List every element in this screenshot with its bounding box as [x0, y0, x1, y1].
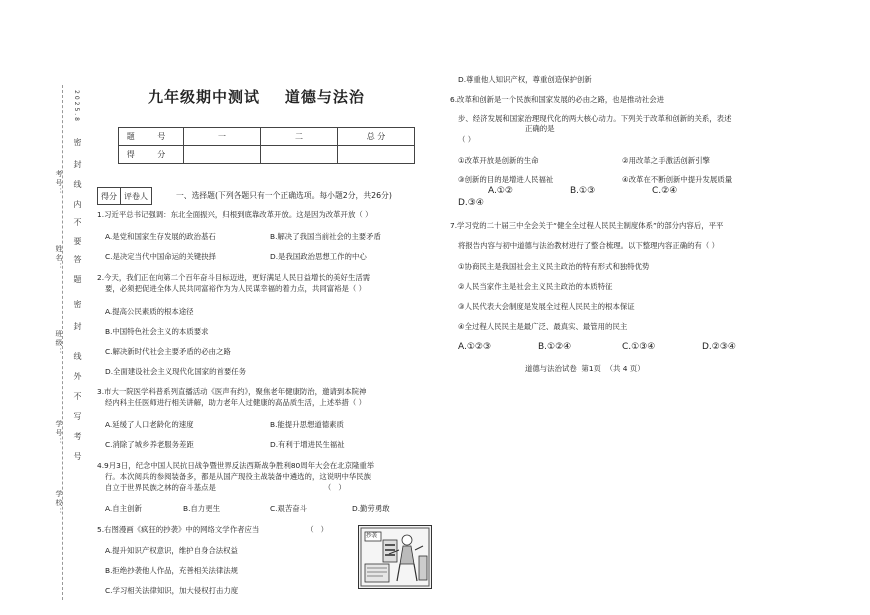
score-table-cell: 总 分 — [338, 128, 415, 146]
seal-char: 写 — [73, 412, 82, 422]
q3-option-d[interactable]: D.有利于增进民生福祉 — [270, 440, 345, 449]
score-table-cell: 一 — [184, 128, 261, 146]
seal-char: 考 — [73, 432, 82, 442]
binding-year: 2025.8 — [73, 90, 80, 123]
q6-option-d[interactable]: D.③④ — [458, 198, 484, 208]
q2-option-c[interactable]: C.解决新时代社会主要矛盾的必由之路 — [105, 347, 231, 356]
q7-statement-1: ①协商民主是我国社会主义民主政治的特有形式和独特优势 — [458, 262, 650, 271]
seal-char: 内 — [73, 200, 82, 210]
q1-option-b[interactable]: B.解决了我国当前社会的主要矛盾 — [270, 232, 381, 241]
q1-option-a[interactable]: A.是党和国家生存发展的政治基石 — [105, 232, 216, 241]
q7-option-d[interactable]: D.②③④ — [702, 342, 736, 352]
score-input-cell[interactable] — [338, 146, 415, 164]
cartoon-label: 抄袭 — [366, 533, 378, 539]
binding-label-id: 考号： — [55, 170, 63, 197]
score-table-score-row — [119, 146, 415, 164]
q5-option-a[interactable]: A.提升知识产权意识，维护自身合法权益 — [105, 546, 238, 555]
q6-statement-3: ③创新的目的是增进人民福祉 — [458, 175, 554, 184]
grader-score-label: 得分 — [98, 188, 121, 205]
q1-option-c[interactable]: C.是决定当代中国命运的关键抉择 — [105, 252, 216, 261]
seal-char: 号 — [73, 452, 82, 462]
q6-option-b[interactable]: B.①③ — [570, 186, 596, 196]
grader-reviewer-label: 评卷人 — [121, 188, 152, 205]
question-4-stem: 自立于世界民族之林的奋斗基点是 （ ） — [105, 483, 346, 492]
seal-char: 线 — [73, 352, 82, 362]
seal-char: 密 — [73, 300, 82, 310]
q6-statement-1: ①改革开放是创新的生命 — [458, 156, 539, 165]
q5-option-b[interactable]: B.拒绝抄袭他人作品，充善相关法律法规 — [105, 566, 239, 575]
q4-option-b[interactable]: B.自力更生 — [183, 504, 220, 513]
q6-statement-4: ④改革在不断创新中提升发展质量 — [622, 175, 733, 184]
question-7-stem: 将报告内容与初中道德与法治教材进行了整合梳理。以下整理内容正确的有（ ） — [458, 241, 720, 250]
q7-statement-3: ③人民代表大会制度是发展全过程人民民主的根本保证 — [458, 302, 635, 311]
question-6-stem: 6.改革和创新是一个民族和国家发展的必由之路，也是推动社会进 — [450, 95, 664, 104]
grader-box — [97, 187, 152, 205]
score-input-cell[interactable] — [261, 146, 338, 164]
section-heading: 一、选择题(下列各题只有一个正确选项。每小题2分，共26分) — [176, 191, 392, 200]
q5-option-d[interactable]: D.尊重他人知识产权，尊重创造保护创新 — [458, 75, 592, 84]
question-5-stem: 5.右图漫画《疯狂的抄袭》中的网络文学作者应当 （ ） — [97, 525, 329, 534]
q4-option-d[interactable]: D.勤劳勇敢 — [352, 504, 390, 513]
score-table-cell: 二 — [261, 128, 338, 146]
q4-option-c[interactable]: C.艰苦奋斗 — [270, 504, 308, 513]
question-6-stem: 步、经济发展和国家治理现代化的两大核心动力。下列关于改革和创新的关系，表述 — [458, 114, 732, 123]
page-footer: 道德与法治试卷 第1页 （共 4 页） — [525, 364, 645, 373]
q6-statement-2: ②用改革之手激活创新引擎 — [622, 156, 710, 165]
question-3-stem: 3.市大一院医学科普系列直播活动《医声有约》，聚焦老年健康防治，邀请到本院神 — [97, 387, 367, 396]
binding-label-no: 学号： — [55, 420, 63, 447]
cartoon-illustration — [358, 525, 432, 589]
question-3-stem: 经内科主任医师进行相关讲解，助力老年人过健康的高品质生活，上述举措（ ） — [105, 398, 367, 407]
q5-option-c[interactable]: C.学习相关法律知识，加大侵权打击力度 — [105, 586, 239, 595]
seal-char: 线 — [73, 180, 82, 190]
q2-option-b[interactable]: B.中国特色社会主义的本质要求 — [105, 327, 209, 336]
score-table-cell: 题 号 — [119, 128, 184, 146]
seal-char: 封 — [73, 160, 82, 170]
q1-option-d[interactable]: D.是我国政治思想工作的中心 — [270, 252, 367, 261]
q7-option-a[interactable]: A.①②③ — [458, 342, 492, 352]
binding-label-name: 姓名： — [55, 245, 63, 272]
question-2-stem: 2.今天，我们正在向第二个百年奋斗目标迈进，更好满足人民日益增长的美好生活需 — [97, 273, 371, 282]
page-title: 九年级期中测试 道德与法治 — [148, 88, 365, 106]
question-1-stem: 1.习近平总书记强调：东北全面振兴，归根到底靠改革开放。这是因为改革开放（ ） — [97, 210, 373, 219]
q4-option-a[interactable]: A.自主创新 — [105, 504, 142, 513]
q7-statement-4: ④全过程人民民主是最广泛、最真实、最管用的民主 — [458, 322, 628, 331]
seal-char: 不 — [73, 392, 82, 402]
binding-label-school: 学校： — [55, 490, 63, 517]
seal-char: 答 — [73, 255, 82, 265]
question-2-stem: 要，必须把促进全体人民共同富裕作为为人民谋幸福的着力点，共同富裕是（ ） — [105, 284, 367, 293]
seal-char: 不 — [73, 218, 82, 228]
q3-option-a[interactable]: A.延缓了人口老龄化的速度 — [105, 420, 194, 429]
question-7-stem: 7.学习党的二十届三中全会关于“健全全过程人民民主制度体系”的部分内容后，平平 — [450, 221, 724, 230]
q6-option-c[interactable]: C.②④ — [652, 186, 678, 196]
score-input-cell[interactable] — [184, 146, 261, 164]
score-table-cell: 得 分 — [119, 146, 184, 164]
seal-char: 密 — [73, 138, 82, 148]
q6-option-a[interactable]: A.①② — [488, 186, 513, 196]
q3-option-c[interactable]: C.消除了城乡养老服务差距 — [105, 440, 194, 449]
binding-label-class: 班级： — [55, 330, 63, 357]
question-4-stem: 4.9月3日，纪念中国人民抗日战争暨世界反法西斯战争胜利80周年大会在北京隆重举 — [97, 461, 375, 470]
q7-statement-2: ②人民当家作主是社会主义民主政治的本质特征 — [458, 282, 613, 291]
question-4-stem: 行。本次阅兵的参阅装备多，都是从国产现役主战装备中遴选的，这说明中华民族 — [105, 472, 372, 481]
question-6-stem: 正确的是 — [525, 124, 555, 133]
q2-option-d[interactable]: D.全面建设社会主义现代化国家的首要任务 — [105, 367, 247, 376]
seal-char: 封 — [73, 322, 82, 332]
seal-char: 外 — [73, 372, 82, 382]
score-table — [118, 127, 415, 164]
seal-char: 要 — [73, 237, 82, 247]
q7-option-b[interactable]: B.①②④ — [538, 342, 572, 352]
seal-char: 题 — [73, 275, 82, 285]
q3-option-b[interactable]: B.能提升思想道德素质 — [270, 420, 344, 429]
q2-option-a[interactable]: A.提高公民素质的根本途径 — [105, 307, 194, 316]
question-6-paren: （ ） — [458, 135, 476, 144]
q7-option-c[interactable]: C.①③④ — [622, 342, 656, 352]
score-table-header-row — [119, 128, 415, 146]
